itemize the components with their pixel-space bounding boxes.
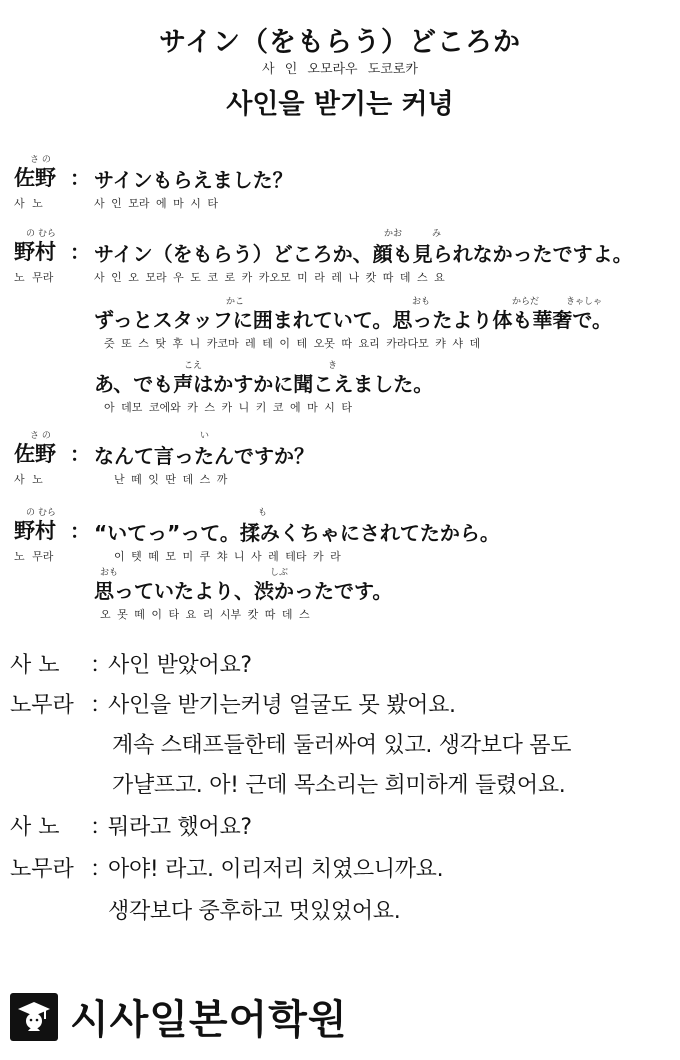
jp-reading: 사 인 오 모라 우 도 코 로 카 카오모 미 라 레 나 캇 따 데 스 요 (94, 271, 445, 284)
speaker-ruby: の むら (26, 508, 56, 518)
title-japanese: サイン（をもらう）どころか (158, 27, 522, 58)
jp-line: “いてっ”って。揉みくちゃにされてたから。 (94, 521, 500, 545)
kr-line: 사인 받았어요? (108, 653, 252, 678)
jp-reading: 난 떼 잇 딴 데 스 까 (114, 473, 228, 486)
speaker-sano: 佐野 (14, 166, 56, 190)
jp-line: 思っていたより、渋かったです。 (94, 579, 393, 603)
speaker-ruby: さ の (30, 431, 51, 441)
colon: ： (90, 693, 113, 718)
speaker-reading: 사 노 (14, 473, 43, 486)
brand-name: 시사일본어학원 (70, 997, 348, 1043)
speaker-sano: 佐野 (14, 442, 56, 466)
kr-speaker: 노무라 (10, 857, 74, 882)
kanji-ruby: しぶ (270, 568, 289, 578)
colon: ： (90, 857, 113, 882)
kr-line: 생각보다 중후하고 멋있었어요. (108, 899, 401, 924)
kr-speaker: 사 노 (10, 653, 60, 678)
jp-reading: 즛 또 스 탓 후 니 카코마 레 테 이 테 오못 따 요리 카라다모 캬 샤 데 (104, 337, 481, 350)
speaker-reading: 노 무라 (14, 550, 54, 563)
jp-line: サインもらえました？ (94, 168, 293, 192)
kanji-ruby: い (200, 431, 210, 441)
brand-logo (10, 988, 347, 1045)
kanji-ruby: かこ (226, 297, 245, 307)
jp-reading: 이 텟 떼 모 미 쿠 챠 니 사 레 테타 카 라 (114, 550, 341, 563)
speaker-ruby: の むら (26, 229, 56, 239)
colon: ： (70, 166, 90, 190)
kanji-ruby: からだ (512, 297, 540, 307)
kr-speaker: 사 노 (10, 815, 60, 840)
kr-line: 계속 스태프들한테 둘러싸여 있고. 생각보다 몸도 (112, 733, 572, 758)
kr-line: 가냘프고. 아! 근데 목소리는 희미하게 들렸어요. (112, 773, 566, 798)
kanji-ruby: きゃしゃ (566, 297, 603, 307)
kanji-ruby: おも (412, 297, 431, 307)
kr-line: 사인을 받기는커녕 얼굴도 못 봤어요. (108, 693, 456, 718)
kanji-ruby: み (432, 229, 442, 239)
colon: ： (70, 519, 90, 543)
jp-line: なんて言ったんですか？ (94, 444, 314, 468)
jp-line: ずっとスタッフに囲まれていて。思ったより体も華奢で。 (94, 308, 612, 332)
kanji-ruby: おも (100, 568, 119, 578)
speaker-reading: 사 노 (14, 197, 43, 210)
colon: ： (90, 653, 113, 678)
kanji-ruby: き (328, 361, 338, 371)
kanji-ruby: かお (384, 229, 403, 239)
speaker-reading: 노 무라 (14, 271, 54, 284)
jp-reading: 사 인 모라 에 마 시 타 (94, 197, 218, 210)
graduate-logo-icon (10, 993, 58, 1041)
kanji-ruby: こえ (184, 361, 203, 371)
jp-line: サイン（をもらう）どころか、顔も見られなかったですよ。 (94, 242, 633, 266)
jp-reading: 아 데모 코에와 카 스 카 니 키 코 에 마 시 타 (104, 401, 352, 414)
kr-speaker: 노무라 (10, 693, 74, 718)
jp-line: あ、でも声はかすかに聞こえました。 (94, 372, 434, 396)
title-korean: 사인을 받기는 커녕 (226, 89, 454, 120)
speaker-nomura: 野村 (14, 240, 56, 264)
colon: ： (70, 240, 90, 264)
jp-reading: 오 못 떼 이 타 요 리 시부 캇 따 데 스 (100, 608, 310, 621)
colon: ： (70, 442, 90, 466)
speaker-ruby: さ の (30, 155, 51, 165)
speaker-nomura: 野村 (14, 519, 56, 543)
kr-line: 뭐라고 했어요? (108, 815, 252, 840)
colon: ： (90, 815, 113, 840)
title-reading: 사 인 오모라우 도코로카 (262, 62, 418, 77)
kr-line: 아야! 라고. 이리저리 치였으니까요. (108, 857, 444, 882)
kanji-ruby: も (258, 508, 268, 518)
